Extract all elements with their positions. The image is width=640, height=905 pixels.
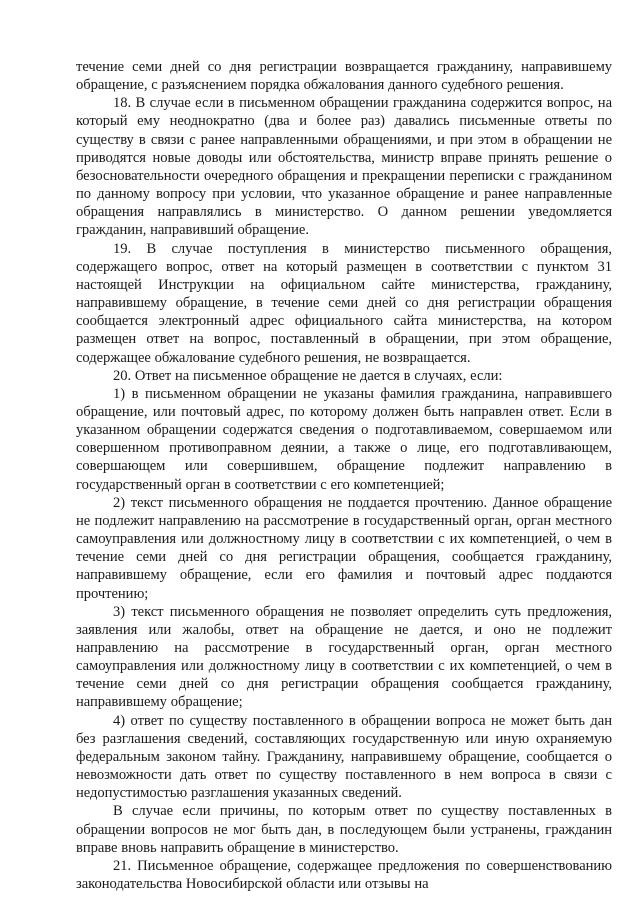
- paragraph-item-19: 19. В случае поступления в министерство письменного обращения, содержащего вопрос, ответ на который размещен в соответствии с пунктом 31 настоящей Инструкции на официальном сайте министерства, гражданину, направившему обращение, в течение семи дней со дня регистрации обращения сообщается электронный адрес официального сайта министерства, на котором размещен ответ на вопрос, поставленный в обращении, при этом обращение, содержащее обжалование судебного решения, не возвращается.: [76, 240, 612, 366]
- paragraph-item-18: 18. В случае если в письменном обращении гражданина содержится вопрос, на который ему неоднократно (два и более раз) давались письменные ответы по существу в связи с ранее направленными обращениями, и при этом в обращении не приводятся новые доводы или обстоятельства, министр вправе принять решение о безосновательности очередного обращения и прекращении переписки с гражданином по данному вопросу при условии, что указанное обращение и ранее направленные обращения направлялись в министерство. О данном решении уведомляется гражданин, направивший обращение.: [76, 95, 612, 239]
- paragraph-continuation: течение семи дней со дня регистрации возвращается гражданину, направившему обращение, с разъяснением порядка обжалования данного судебного решения.: [76, 59, 612, 94]
- paragraph-item-20-sub-3: 3) текст письменного обращения не позволяет определить суть предложения, заявления или жалобы, ответ на обращение не дается, и оно не подлежит направлению на рассмотрение в государственный орган, орган местного самоуправления или должностному лицу в соответствии с их компетенцией, о чем в течение семи дней со дня регистрации обращения сообщается гражданину, направившему обращение;: [76, 603, 612, 711]
- paragraph-item-21: 21. Письменное обращение, содержащее предложения по совершенствованию законодательства Новосибирской области или отзывы на: [76, 857, 612, 893]
- paragraph-item-20-sub-4: 4) ответ по существу поставленного в обращении вопроса не может быть дан без разглашения сведений, составляющих государственную или иную охраняемую федеральным законом тайну. Гражданину, направившему обращение, сообщается о невозможности дать ответ по существу поставленного в нем вопроса в связи с недопустимостью разглашения указанных сведений.: [76, 712, 612, 802]
- paragraph-item-20-closing: В случае если причины, по которым ответ по существу поставленных в обращении вопросов не мог быть дан, в последующем были устранены, гражданин вправе вновь направить обращение в министерство.: [76, 803, 612, 856]
- paragraph-item-20-sub-1: 1) в письменном обращении не указаны фамилия гражданина, направившего обращение, или почтовый адрес, по которому должен быть направлен ответ. Если в указанном обращении содержатся сведения о подготавливаемом, совершаемом или совершенном противоправном деянии, а также о лице, его подготавливающем, совершающем или совершившем, обращение подлежит направлению в государственный орган в соответствии с его компетенцией;: [76, 385, 612, 493]
- document-page: [76, 58, 612, 893]
- paragraph-item-20: 20. Ответ на письменное обращение не дается в случаях, если:: [113, 367, 503, 384]
- paragraph-item-20-sub-2: 2) текст письменного обращения не поддается прочтению. Данное обращение не подлежит направлению на рассмотрение в государственный орган, орган местного самоуправления или должностному лицу в соответствии с их компетенцией, о чем в течение семи дней со дня регистрации обращения, сообщается гражданину, направившему обращение, если его фамилия и почтовый адрес поддаются прочтению;: [76, 494, 612, 602]
